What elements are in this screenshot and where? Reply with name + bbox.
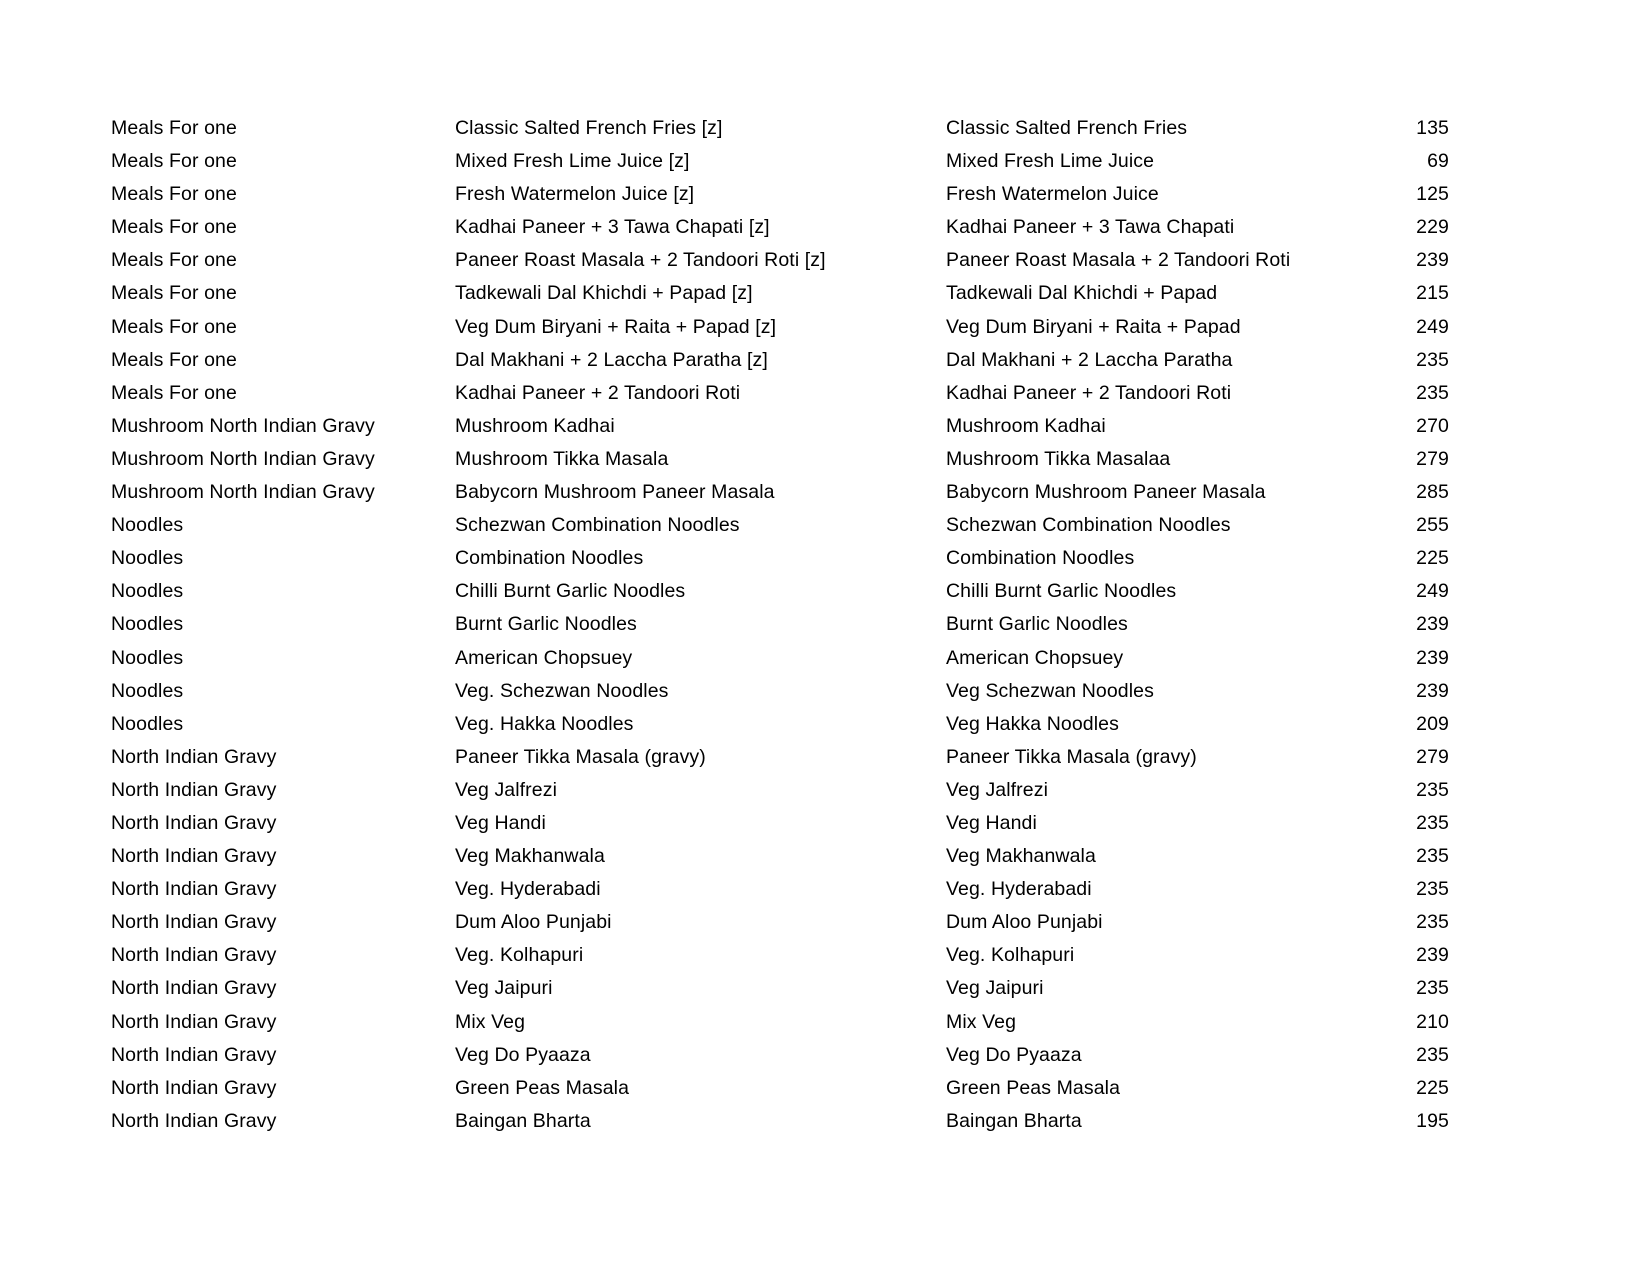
price-cell: 270 <box>1416 414 1449 437</box>
price-cell: 239 <box>1416 613 1449 636</box>
price-cell: 285 <box>1416 481 1449 504</box>
menu-table <box>0 116 1650 1142</box>
price-cell: 215 <box>1416 282 1449 305</box>
price-cell: 235 <box>1416 977 1449 1000</box>
item-name-cell: Kadhai Paneer + 2 Tandoori Roti <box>455 381 741 404</box>
table-row <box>0 745 1650 778</box>
price-cell: 235 <box>1416 878 1449 901</box>
price-cell: 235 <box>1416 811 1449 834</box>
item-name-cell: Veg Jalfrezi <box>455 778 558 801</box>
item-name-cell: Classic Salted French Fries [z] <box>455 117 723 139</box>
display-name-cell: Veg. Kolhapuri <box>946 944 1075 967</box>
table-row <box>0 281 1650 314</box>
item-name-cell: Veg Dum Biryani + Raita + Papad [z] <box>455 315 777 338</box>
category-cell: Noodles <box>111 613 184 636</box>
table-row <box>0 976 1650 1009</box>
table-row <box>0 943 1650 976</box>
table-row <box>0 381 1650 414</box>
item-name-cell: Mushroom Kadhai <box>455 414 615 437</box>
price-cell: 195 <box>1416 1109 1449 1132</box>
price-cell: 249 <box>1416 580 1449 603</box>
item-name-cell: American Chopsuey <box>455 646 633 669</box>
display-name-cell: Veg Hakka Noodles <box>946 712 1119 735</box>
item-name-cell: Burnt Garlic Noodles <box>455 613 637 636</box>
table-row <box>0 546 1650 579</box>
category-cell: Meals For one <box>111 249 237 272</box>
item-name-cell: Dal Makhani + 2 Laccha Paratha [z] <box>455 348 768 371</box>
table-row <box>0 877 1650 910</box>
display-name-cell: Veg Makhanwala <box>946 845 1096 868</box>
display-name-cell: Mushroom Kadhai <box>946 414 1106 437</box>
category-cell: Noodles <box>111 712 184 735</box>
display-name-cell: Kadhai Paneer + 3 Tawa Chapati <box>946 216 1235 239</box>
item-name-cell: Veg Makhanwala <box>455 845 605 868</box>
display-name-cell: Mushroom Tikka Masalaa <box>946 447 1171 470</box>
item-name-cell: Paneer Roast Masala + 2 Tandoori Roti [z] <box>455 249 826 272</box>
category-cell: Meals For one <box>111 381 237 404</box>
price-cell: 225 <box>1416 1076 1449 1099</box>
display-name-cell: Classic Salted French Fries <box>946 117 1188 139</box>
category-cell: Mushroom North Indian Gravy <box>111 481 375 504</box>
category-cell: North Indian Gravy <box>111 911 277 934</box>
display-name-cell: Veg Jaipuri <box>946 977 1044 1000</box>
price-cell: 125 <box>1416 183 1449 206</box>
display-name-cell: American Chopsuey <box>946 646 1124 669</box>
price-cell: 255 <box>1416 514 1449 537</box>
display-name-cell: Paneer Tikka Masala (gravy) <box>946 745 1197 768</box>
table-row <box>0 248 1650 281</box>
category-cell: Meals For one <box>111 315 237 338</box>
table-row <box>0 215 1650 248</box>
table-row <box>0 348 1650 381</box>
item-name-cell: Babycorn Mushroom Paneer Masala <box>455 481 775 504</box>
category-cell: Mushroom North Indian Gravy <box>111 447 375 470</box>
display-name-cell: Schezwan Combination Noodles <box>946 514 1231 537</box>
display-name-cell: Veg Do Pyaaza <box>946 1043 1082 1066</box>
display-name-cell: Mixed Fresh Lime Juice <box>946 150 1155 173</box>
item-name-cell: Mushroom Tikka Masala <box>455 447 669 470</box>
display-name-cell: Mix Veg <box>946 1010 1017 1033</box>
price-cell: 279 <box>1416 447 1449 470</box>
table-row <box>0 679 1650 712</box>
table-row <box>0 844 1650 877</box>
category-cell: Noodles <box>111 547 184 570</box>
price-cell: 235 <box>1416 381 1449 404</box>
item-name-cell: Baingan Bharta <box>455 1109 591 1132</box>
category-cell: Meals For one <box>111 282 237 305</box>
table-row <box>0 447 1650 480</box>
price-cell: 225 <box>1416 547 1449 570</box>
display-name-cell: Combination Noodles <box>946 547 1135 570</box>
category-cell: Noodles <box>111 646 184 669</box>
display-name-cell: Veg Dum Biryani + Raita + Papad <box>946 315 1241 338</box>
item-name-cell: Veg. Hakka Noodles <box>455 712 634 735</box>
display-name-cell: Paneer Roast Masala + 2 Tandoori Roti <box>946 249 1291 272</box>
item-name-cell: Dum Aloo Punjabi <box>455 911 612 934</box>
item-name-cell: Kadhai Paneer + 3 Tawa Chapati [z] <box>455 216 770 239</box>
category-cell: North Indian Gravy <box>111 811 277 834</box>
item-name-cell: Veg Handi <box>455 811 546 834</box>
item-name-cell: Paneer Tikka Masala (gravy) <box>455 745 706 768</box>
category-cell: North Indian Gravy <box>111 845 277 868</box>
category-cell: North Indian Gravy <box>111 1076 277 1099</box>
category-cell: North Indian Gravy <box>111 1010 277 1033</box>
display-name-cell: Babycorn Mushroom Paneer Masala <box>946 481 1266 504</box>
display-name-cell: Green Peas Masala <box>946 1076 1121 1099</box>
display-name-cell: Burnt Garlic Noodles <box>946 613 1128 636</box>
table-row <box>0 612 1650 645</box>
category-cell: Noodles <box>111 580 184 603</box>
category-cell: North Indian Gravy <box>111 745 277 768</box>
price-cell: 249 <box>1416 315 1449 338</box>
item-name-cell: Veg. Kolhapuri <box>455 944 584 967</box>
price-cell: 239 <box>1416 646 1449 669</box>
price-cell: 239 <box>1416 944 1449 967</box>
display-name-cell: Veg Handi <box>946 811 1037 834</box>
price-cell: 235 <box>1416 778 1449 801</box>
item-name-cell: Mixed Fresh Lime Juice [z] <box>455 150 690 173</box>
table-row <box>0 513 1650 546</box>
table-row <box>0 315 1650 348</box>
category-cell: North Indian Gravy <box>111 944 277 967</box>
display-name-cell: Kadhai Paneer + 2 Tandoori Roti <box>946 381 1232 404</box>
category-cell: North Indian Gravy <box>111 778 277 801</box>
item-name-cell: Mix Veg <box>455 1010 526 1033</box>
table-row <box>0 1043 1650 1076</box>
price-cell: 69 <box>1427 150 1449 173</box>
category-cell: Meals For one <box>111 183 237 206</box>
item-name-cell: Veg Do Pyaaza <box>455 1043 591 1066</box>
category-cell: North Indian Gravy <box>111 878 277 901</box>
item-name-cell: Fresh Watermelon Juice [z] <box>455 183 695 206</box>
category-cell: Mushroom North Indian Gravy <box>111 414 375 437</box>
price-cell: 210 <box>1416 1010 1449 1033</box>
table-row <box>0 712 1650 745</box>
display-name-cell: Tadkewali Dal Khichdi + Papad <box>946 282 1218 305</box>
category-cell: Meals For one <box>111 216 237 239</box>
display-name-cell: Baingan Bharta <box>946 1109 1082 1132</box>
table-row <box>0 480 1650 513</box>
item-name-cell: Schezwan Combination Noodles <box>455 514 740 537</box>
table-row <box>0 910 1650 943</box>
item-name-cell: Green Peas Masala <box>455 1076 630 1099</box>
display-name-cell: Chilli Burnt Garlic Noodles <box>946 580 1177 603</box>
price-cell: 239 <box>1416 679 1449 702</box>
item-name-cell: Tadkewali Dal Khichdi + Papad [z] <box>455 282 753 305</box>
table-row <box>0 646 1650 679</box>
item-name-cell: Combination Noodles <box>455 547 644 570</box>
price-cell: 235 <box>1416 1043 1449 1066</box>
item-name-cell: Chilli Burnt Garlic Noodles <box>455 580 686 603</box>
price-cell: 235 <box>1416 348 1449 371</box>
price-cell: 239 <box>1416 249 1449 272</box>
table-row <box>0 182 1650 215</box>
category-cell: Meals For one <box>111 117 237 139</box>
table-row <box>0 579 1650 612</box>
price-cell: 135 <box>1416 117 1449 139</box>
table-row <box>0 116 1650 149</box>
table-row <box>0 149 1650 182</box>
display-name-cell: Dal Makhani + 2 Laccha Paratha <box>946 348 1233 371</box>
table-row <box>0 1109 1650 1142</box>
price-cell: 235 <box>1416 845 1449 868</box>
category-cell: Noodles <box>111 679 184 702</box>
display-name-cell: Dum Aloo Punjabi <box>946 911 1103 934</box>
display-name-cell: Veg Schezwan Noodles <box>946 679 1154 702</box>
category-cell: Meals For one <box>111 348 237 371</box>
price-cell: 235 <box>1416 911 1449 934</box>
table-row <box>0 1076 1650 1109</box>
display-name-cell: Veg. Hyderabadi <box>946 878 1092 901</box>
display-name-cell: Fresh Watermelon Juice <box>946 183 1159 206</box>
table-row <box>0 811 1650 844</box>
category-cell: Meals For one <box>111 150 237 173</box>
category-cell: North Indian Gravy <box>111 1109 277 1132</box>
display-name-cell: Veg Jalfrezi <box>946 778 1049 801</box>
category-cell: Noodles <box>111 514 184 537</box>
table-row <box>0 414 1650 447</box>
price-cell: 229 <box>1416 216 1449 239</box>
price-cell: 209 <box>1416 712 1449 735</box>
table-row <box>0 778 1650 811</box>
category-cell: North Indian Gravy <box>111 977 277 1000</box>
item-name-cell: Veg. Hyderabadi <box>455 878 601 901</box>
category-cell: North Indian Gravy <box>111 1043 277 1066</box>
table-row <box>0 1010 1650 1043</box>
price-cell: 279 <box>1416 745 1449 768</box>
item-name-cell: Veg Jaipuri <box>455 977 553 1000</box>
item-name-cell: Veg. Schezwan Noodles <box>455 679 669 702</box>
